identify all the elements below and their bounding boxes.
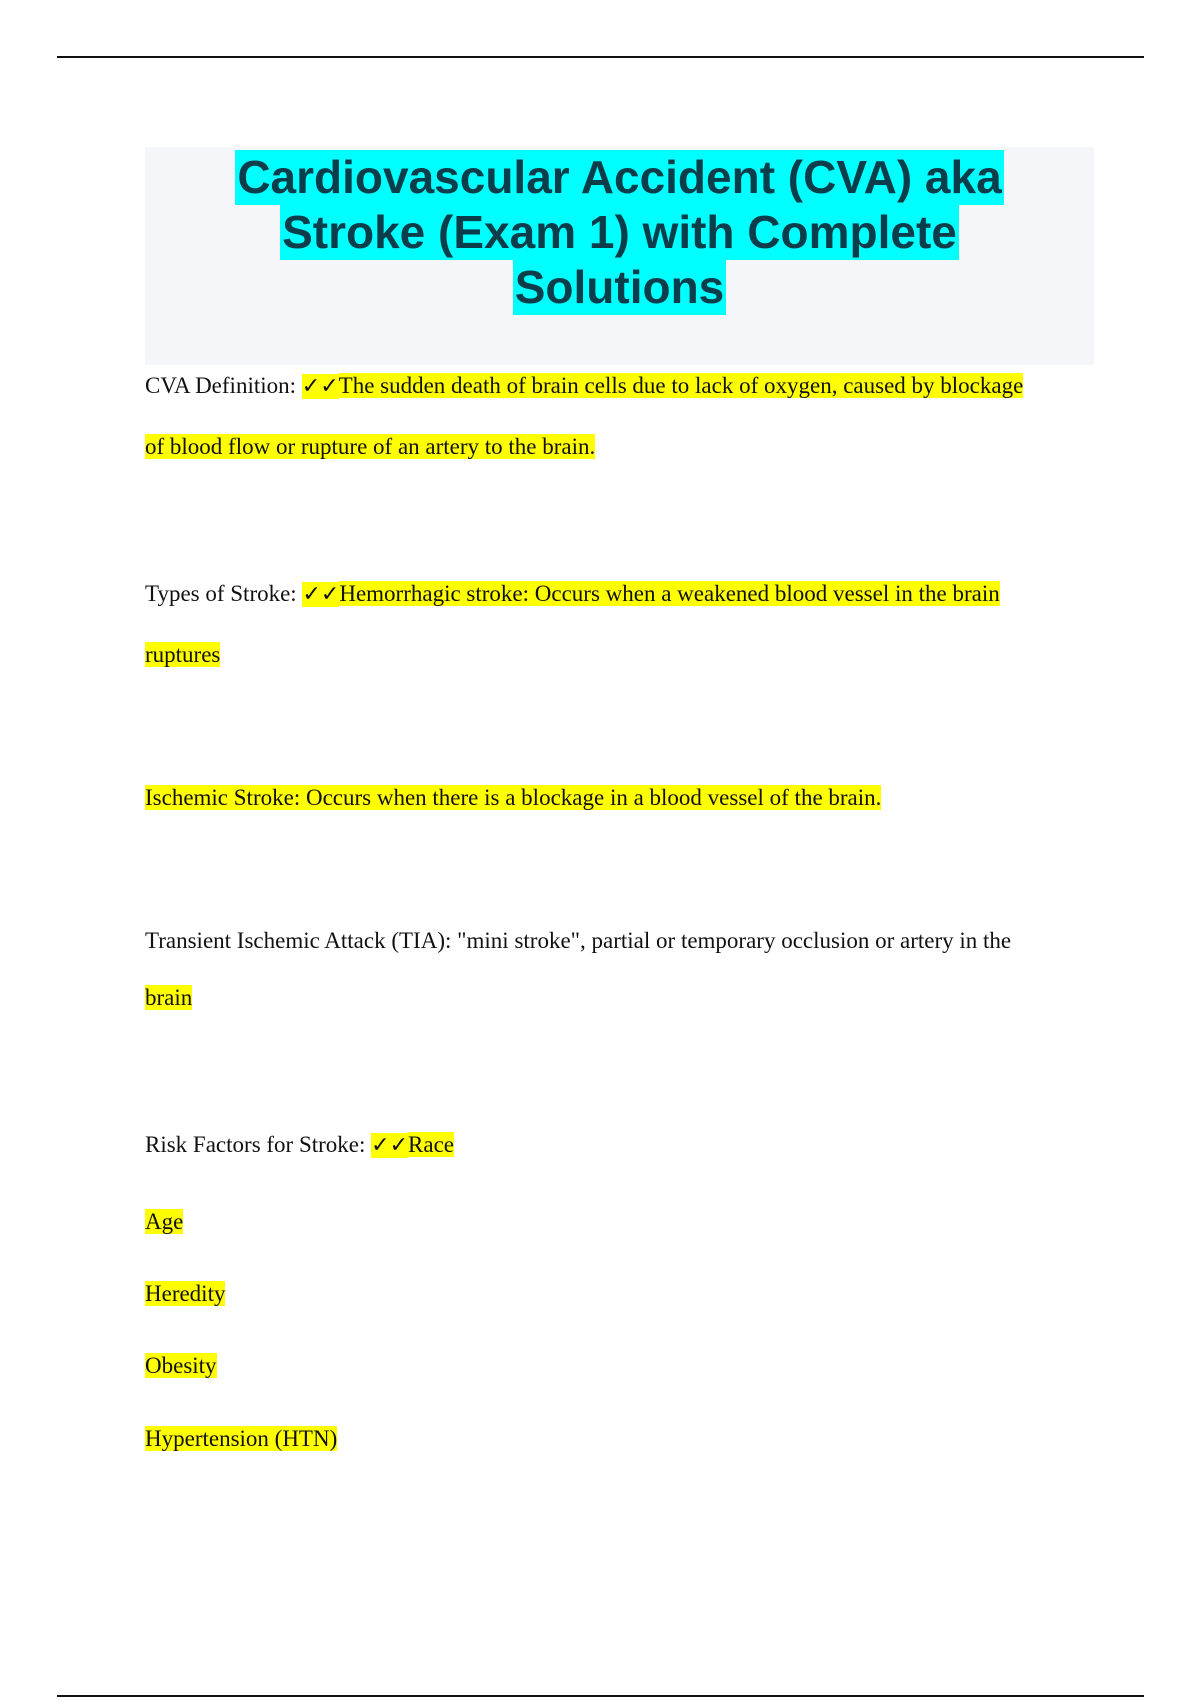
risk-factor-item: Obesity [145, 1353, 217, 1378]
title-line-3: Solutions [514, 261, 725, 313]
check-mark-icon: ✓✓ [371, 1133, 409, 1158]
tia-text-continued: brain [145, 985, 193, 1010]
title-line-1: Cardiovascular Accident (CVA) aka [237, 151, 1002, 203]
ischemic-stroke-line [145, 783, 881, 813]
risk-factor-row [145, 1424, 337, 1454]
title-block [145, 147, 1094, 365]
types-of-stroke-answer-continued: ruptures [145, 642, 221, 667]
types-of-stroke-label: Types of Stroke: [145, 581, 303, 606]
risk-factor-row [145, 1279, 225, 1309]
ischemic-stroke-text: Ischemic Stroke: Occurs when there is a blockage in a blood vessel of the brain. [145, 785, 882, 810]
cva-definition-label: CVA Definition: [145, 373, 302, 398]
page-title [145, 150, 1094, 315]
top-rule [57, 56, 1144, 58]
risk-factors-line [145, 1130, 454, 1161]
bottom-rule [57, 1695, 1144, 1697]
types-of-stroke-line-2 [145, 640, 220, 670]
tia-line-1 [145, 926, 1011, 956]
cva-definition-answer-continued: of blood flow or rupture of an artery to the brain. [145, 434, 596, 459]
risk-factor-item: Race [408, 1132, 454, 1157]
risk-factor-item: Heredity [145, 1281, 226, 1306]
risk-factor-item: Hypertension (HTN) [145, 1426, 338, 1451]
types-of-stroke-line-1 [145, 579, 1000, 610]
tia-text: Transient Ischemic Attack (TIA): "mini stroke", partial or temporary occlusion or artery in the [145, 928, 1012, 953]
tia-line-2 [145, 983, 192, 1013]
cva-definition-answer: The sudden death of brain cells due to lack of oxygen, caused by blockage [338, 373, 1024, 398]
check-mark-icon: ✓✓ [302, 582, 340, 607]
risk-factors-label: Risk Factors for Stroke: [145, 1132, 372, 1157]
title-line-2: Stroke (Exam 1) with Complete [282, 206, 957, 258]
risk-factor-row [145, 1351, 217, 1381]
risk-factor-row [145, 1207, 183, 1237]
check-mark-icon: ✓✓ [301, 374, 339, 399]
cva-definition-line-2 [145, 432, 595, 462]
cva-definition-line-1 [145, 371, 1023, 402]
types-of-stroke-answer: Hemorrhagic stroke: Occurs when a weakened blood vessel in the brain [339, 581, 1000, 606]
risk-factor-item: Age [145, 1209, 184, 1234]
